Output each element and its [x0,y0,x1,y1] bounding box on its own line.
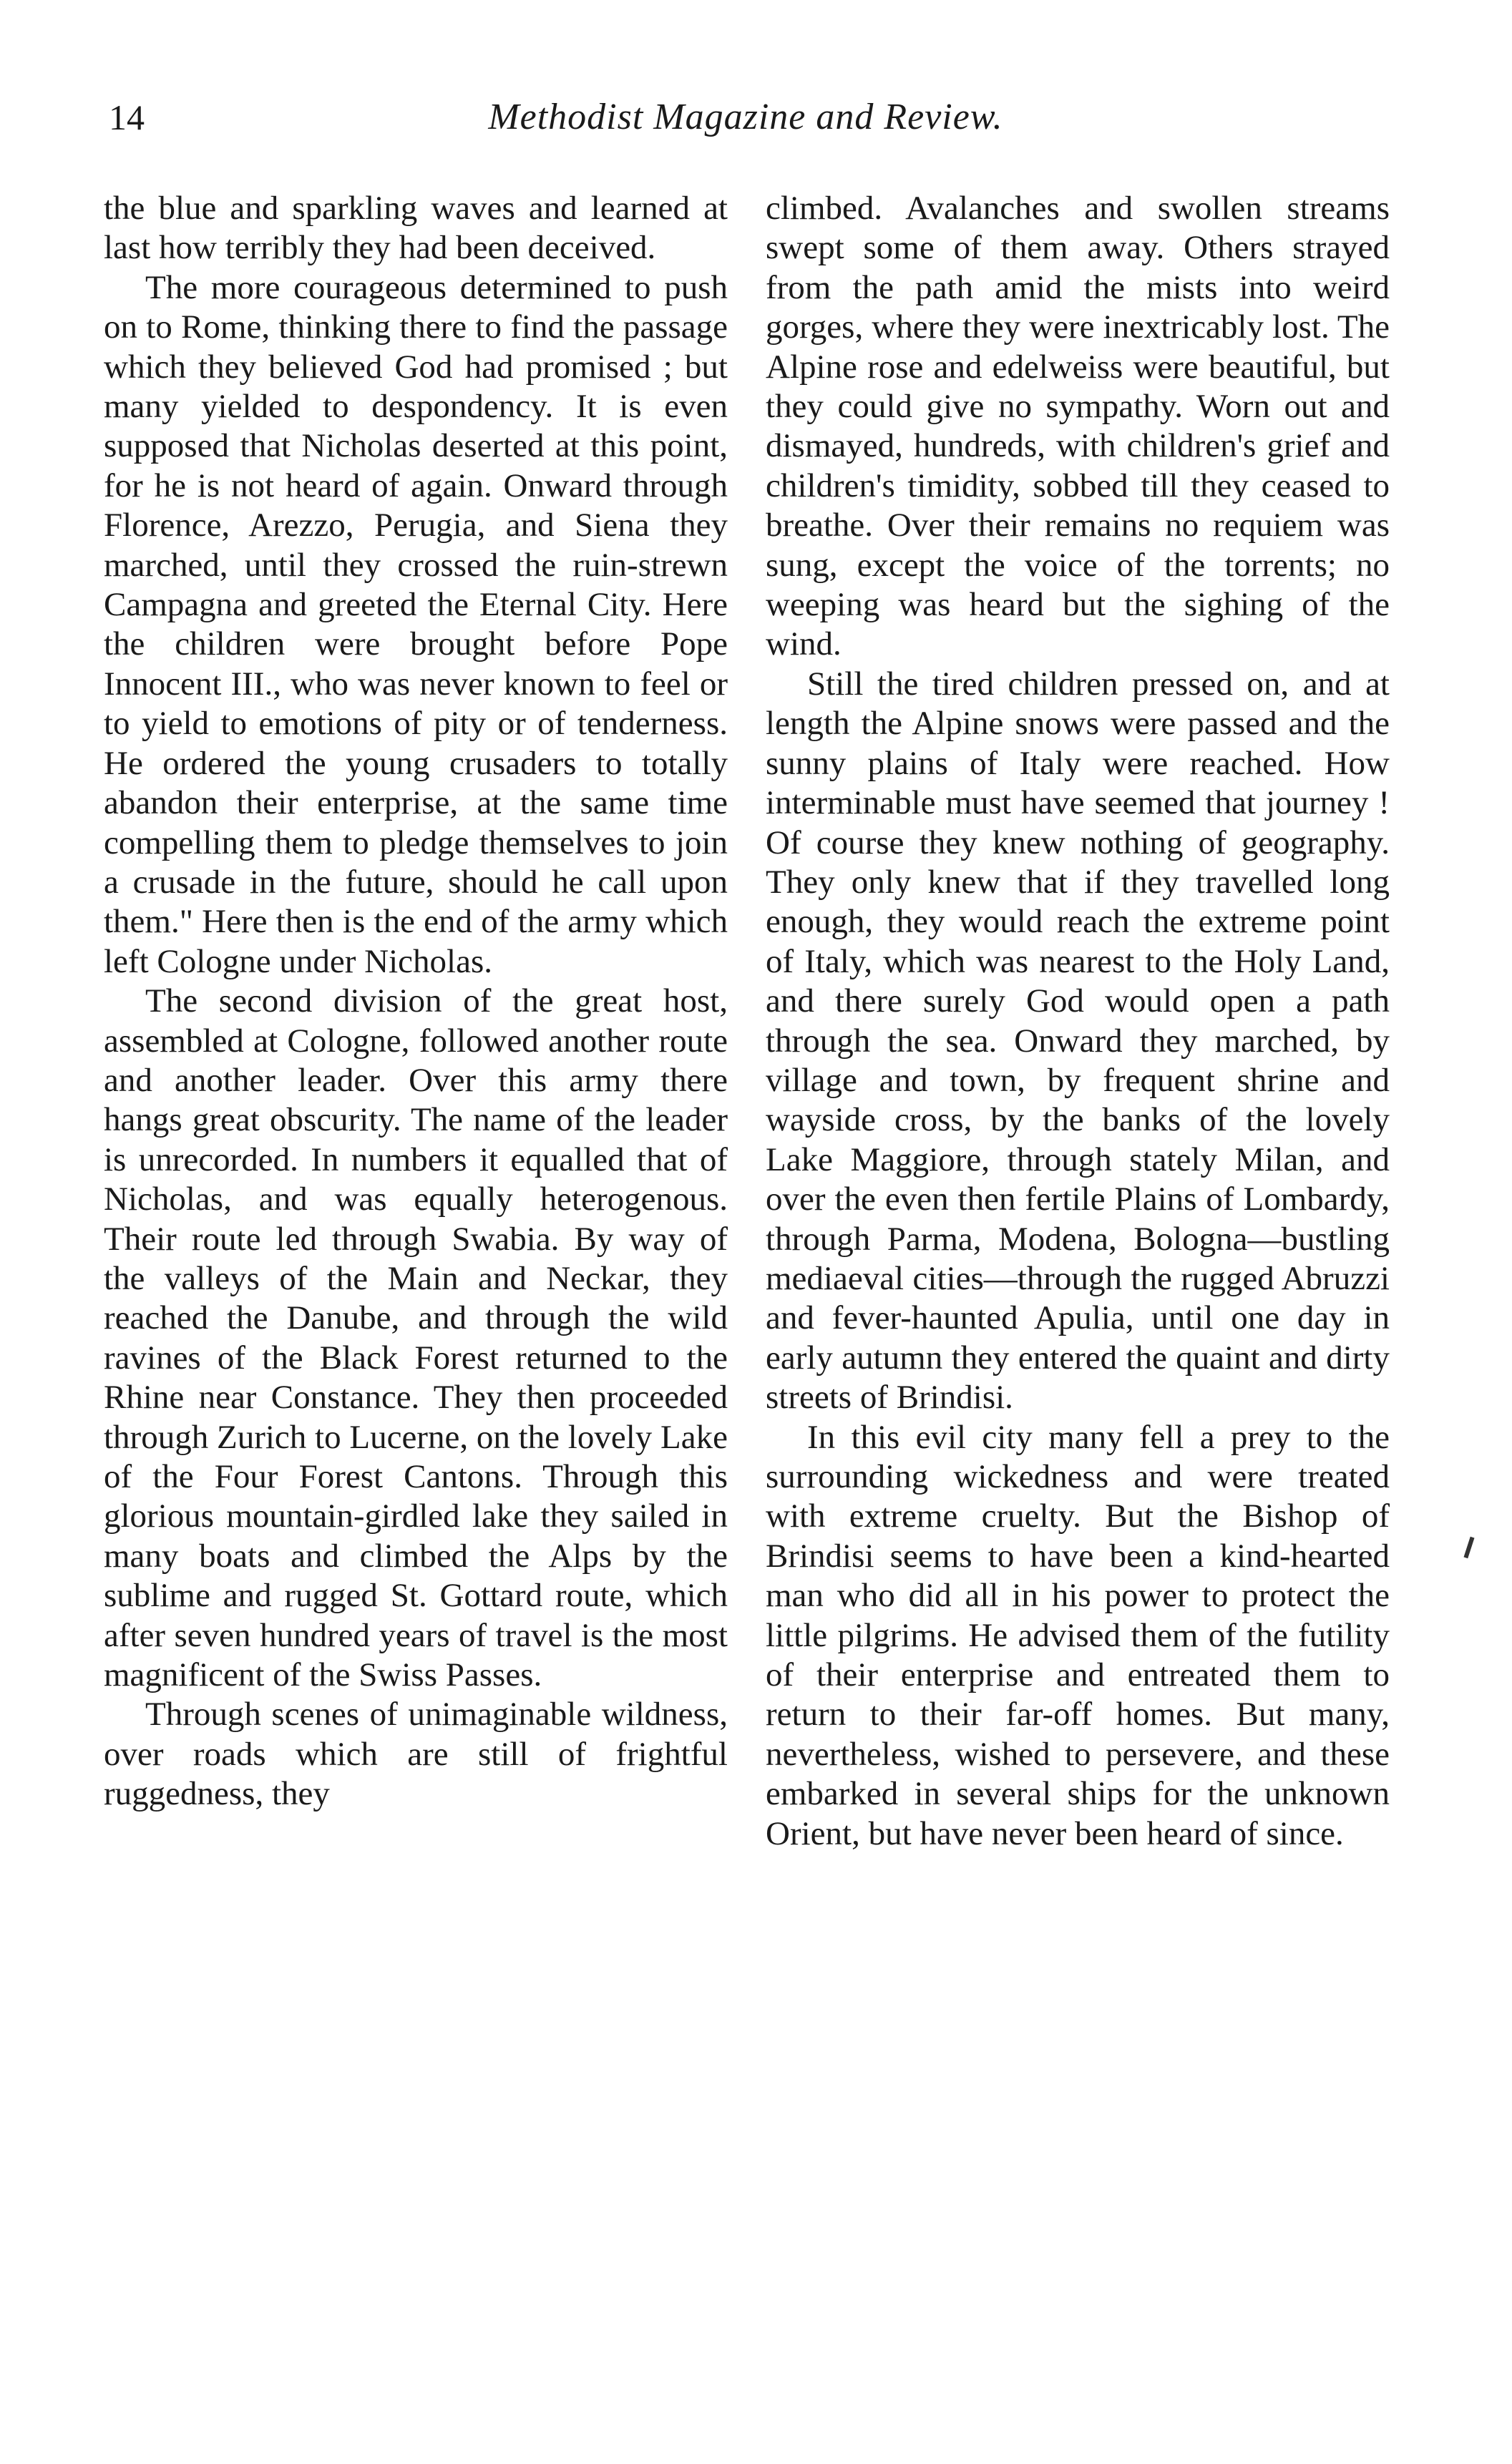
paragraph: Still the tired children pressed on, and at length the Alpine snows were passed and the sunny plains of Italy were reached. How interminable must have seemed that journey ! Of course they knew nothing of geography. They only knew that if they travelled long enough, they would reach the extreme point of Italy, which was nearest to the Holy Land, and there surely God would open a path through the sea. Onward they marched, by village and town, by frequent shrine and wayside cross, by the banks of the lovely Lake Maggiore, through stately Milan, and over the even then fertile Plains of Lombardy, through Parma, Modena, Bologna—bustling mediaeval cities—through the rugged Abruzzi and fever-haunted Apulia, until one day in early autumn they entered the quaint and dirty streets of Brindisi. [766,665,1390,1417]
paragraph: the blue and sparkling waves and learned at last how terribly they had been deceived. [104,190,728,267]
right-column [766,189,1390,1854]
page-header [109,92,1382,156]
paragraph: The second division of the great host, assembled at Cologne, followed another route and another leader. Over this army there hangs great obscurity. The name of the leader is unrecorded. In numbers it equalled that of Nicholas, and was equally heterogenous. Their route led through Swabia. By way of the valleys of the Main and Neckar, they reached the Danube, and through the wild ravines of the Black Forest returned to the Rhine near Constance. They then proceeded through Zurich to Lucerne, on the lovely Lake of the Four Forest Cantons. Through this glorious mountain-girdled lake they sailed in many boats and climbed the Alps by the sublime and rugged St. Gottard route, which after seven hundred years of travel is the most magnificent of the Swiss Passes. [104,982,728,1694]
paragraph: In this evil city many fell a prey to the surrounding wickedness and were treated with extreme cruelty. But the Bishop of Brindisi seems to have been a kind-hearted man who did all in his power to protect the little pilgrims. He advised them of the futility of their enterprise and entreated them to return to their far-off homes. But many, nevertheless, wished to persevere, and these embarked in several ships for the unknown Orient, but have never been heard of since. [766,1418,1390,1852]
running-title: Methodist Magazine and Review. [488,97,1003,137]
paragraph: The more courageous determined to push on to Rome, thinking there to find the passage which they believed God had promised ; but many yielded to despondency. It is even supposed that Nicholas deserted at this point, for he is not heard of again. Onward through Florence, Arezzo, Perugia, and Siena they marched, until they crossed the ruin-strewn Campagna and greeted the Eternal City. Here the children were brought before Pope Innocent III., who was never known to feel or to yield to emotions of pity or of tenderness. He ordered the young crusaders to totally abandon their enterprise, at the same time compelling them to pledge themselves to join a crusade in the future, should he call upon them." Here then is the end of the army which left Cologne under Nicholas. [104,268,728,980]
page-number: 14 [109,97,145,137]
stray-ink-mark [1464,1537,1475,1558]
paragraph: climbed. Avalanches and swollen streams swept some of them away. Others strayed from the path amid the mists into weird gorges, where they were inextricably lost. The Alpine rose and edelweiss were beautiful, but they could give no sympathy. Worn out and dismayed, hundreds, with children's grief and children's timidity, sobbed till they ceased to breathe. Over their remains no requiem was sung, except the voice of the torrents; no weeping was heard but the sighing of the wind. [766,190,1390,663]
left-column [104,189,728,1814]
paragraph: Through scenes of unimaginable wildness, over roads which are still of frightful ruggedness, they [104,1696,728,1813]
